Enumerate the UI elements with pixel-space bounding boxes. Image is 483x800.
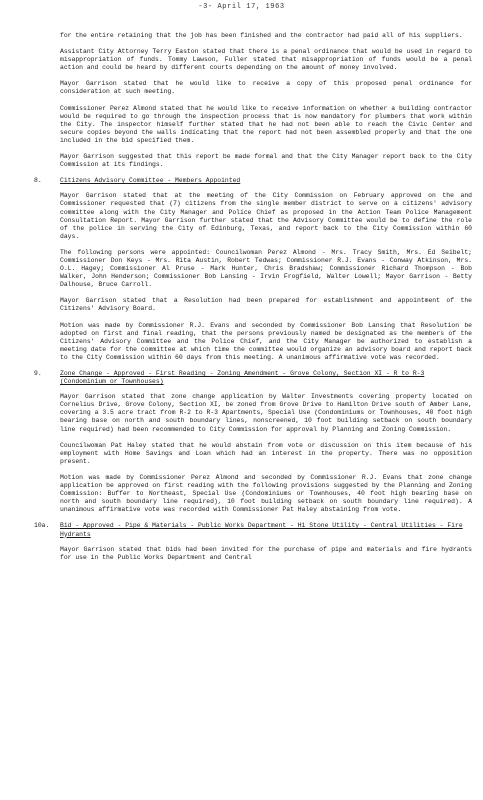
- paragraph: for the entire retaining that the job has been finished and the contractor had paid all of his suppliers.: [60, 32, 463, 39]
- paragraph: Mayor Garrison stated that bids had been invited for the purchase of pipe and materials and fire hydrants for use in the Public Works Department and Central: [60, 545, 472, 561]
- minutes-body: [34, 32, 472, 570]
- agenda-item-10a: [34, 522, 472, 538]
- paragraph: Councilwoman Pat Haley stated that he would abstain from vote or discussion on this item because of his employment with Home Savings and Loan which had an interest in the property. There was no opposition present.: [60, 441, 472, 465]
- paragraph: Mayor Garrison stated that a Resolution had been prepared for establishment and appointment of the Citizens' Advisory Board.: [60, 297, 472, 313]
- paragraph: Motion was made by Commissioner R.J. Evans and seconded by Commissioner Bob Lansing that Resolution be adopted on first and final reading, that the persons previously named be designated as the members of the Citizens' Advisory Committee and the Police Chief, and the City Manager be authorized to establish a meeting date for the committee at which time the committee would organize an advisory board and report back to the City Commission within 60 days from this meeting. A unanimous affirmative vote was recorded.: [60, 321, 472, 361]
- item-title: Zone Change - Approved - First Reading - Zoning Amendment - Grove Colony, Section XI - R to R-3 (Condominium or Townhouses): [60, 370, 425, 386]
- paragraph: The following persons were appointed: Councilwoman Perez Almond - Mrs. Tracy Smith, Mrs. Ed Seibelt; Commissioner Don Keys - Mrs. Rita Austin, Robert Tedwas; Commissioner R.J. Evans - Conway Atkinson, Mrs. O.L. Hagey; Commissioner Al Pruse - Mark Hunter, Chris Bradshaw; Commissioner Richard Thompson - Bob Walker, John Henderson; Commissioner Bob Lansing - Irvin Frogfield, Walter Lowell; Mayor Garrison - Betty Dalhouse, Bruce Carroll.: [60, 248, 472, 289]
- paragraph: Motion was made by Commissioner Perez Almond and seconded by Commissioner R.J. Evans that zone change application be approved on first reading with the following provisions suggested by the Planning and Zoning Commission: Buffer to Northeast, Special Use (Condominiums or Townhouses, 40 foot high bearing base on north and south boundary line required), 10 foot building setback on south boundary line required). A unanimous affirmative vote was recorded with Commissioner Pat Haley abstaining from vote.: [60, 473, 472, 514]
- item-number: 10a.: [34, 522, 50, 530]
- item-number: 9.: [34, 370, 42, 377]
- paragraph: Assistant City Attorney Terry Easton stated that there is a penal ordinance that would be used in regard to misappropriation of funds. Tommy Lawson, Fuller stated that misappropriation of funds would be a penal action and could be heard by different courts depending on the amount of money involved.: [60, 48, 472, 72]
- paragraph: Commissioner Perez Almond stated that he would like to receive information on whether a building contractor would be required to go through the inspection process that is now mandatory for plumbers that work within the City. The inspector himself further stated that he had not been able to reach the Civic Center and secure copies beyond the walls indicating that the report had not been assembled properly and that the one included in the bid specified them.: [60, 104, 472, 144]
- agenda-item-8: [34, 177, 472, 185]
- paragraph: Mayor Garrison stated that zone change application by Walter Investments covering property located on Cornelius Drive, Grove Colony, Section XI, be zoned from Grove Drive to Hamilton Drive south of Amber Lane, covering a 3.5 acre tract from R-2 to R-3 Apartments, Special Use (Condominiums or Townhouses, 40 foot high bearing base on north and south boundary lines, nonscreened, 10 foot building setback on south boundary line required) had been recommended to City Commission for approval by Planning and Zoning Commission.: [60, 393, 472, 433]
- agenda-item-9: [34, 370, 472, 386]
- paragraph: Mayor Garrison suggested that this report be made formal and that the City Manager report back to the City Commission at its findings.: [60, 153, 472, 169]
- paragraph: Mayor Garrison stated that at the meeting of the City Commission on February approved on the and Commissioner requested that (7) citizens from the single member district to serve on a citizens' advisory committee along with the City Manager and Police Chief as proposed in the Action Team Police Management Consultation Report. Mayor Garrison further stated that the Advisory Committee would be to define the role of the police in serving the City of Edinburg, Texas, and report back to the City Commission within 60 days.: [60, 192, 472, 240]
- item-number: 8.: [34, 177, 42, 185]
- page-header: -3- April 17, 1963: [198, 3, 285, 11]
- item-title: Bid - Approved - Pipe & Materials - Public Works Department - Hi Stone Utility - Central Utilities - Fire Hydrants: [60, 522, 463, 538]
- item-title: Citizens Advisory Committee - Members Appointed: [60, 177, 241, 185]
- paragraph: Mayor Garrison stated that he would like to receive a copy of this proposed penal ordinance for consideration at such meeting.: [60, 80, 472, 96]
